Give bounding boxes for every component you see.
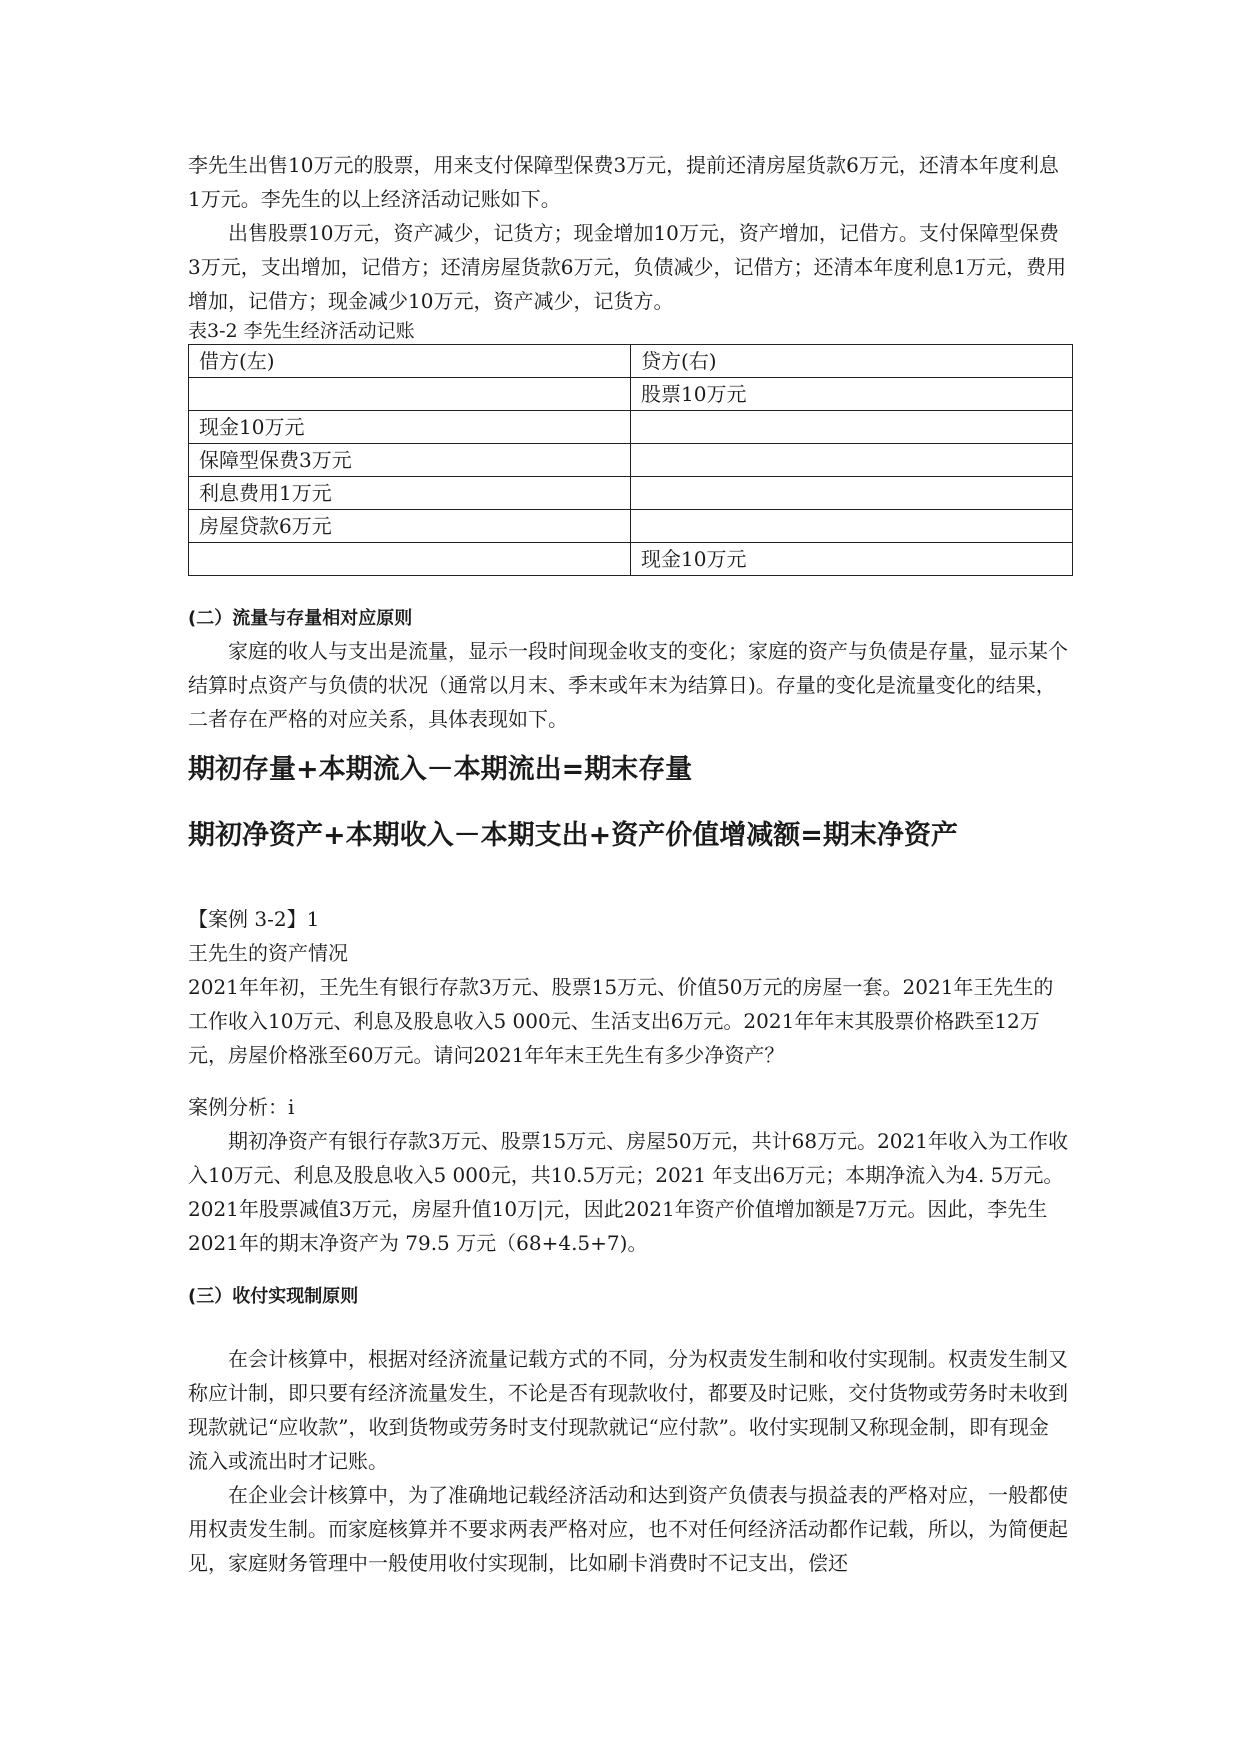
analysis-label: 案例分析：i (188, 1095, 295, 1119)
debit-cell: 利息费用1万元 (189, 477, 631, 510)
debit-cell (189, 378, 631, 411)
table-row (189, 510, 1073, 543)
section-heading-flow-stock: (二）流量与存量相对应原则 (188, 608, 413, 629)
formula-net-assets: 期初净资产+本期收入－本期支出+资产价值增减额=期末净资产 (188, 820, 958, 851)
credit-cell (631, 411, 1073, 444)
analysis-text: 期初净资产有银行存款3万元、股票15万元、房屋50万元，共计68万元。2021年收入为工作收入10万元、利息及股息收入5 000元，共10.5万元；2021 年支出6万元；本期净流入为4. 5万元。2021年股票减值3万元，房屋升值10万|元，因此2021年资产价值增加额是7万元。因此，李先生2021年的期末净资产为 79.5 万元（68+4.5+7)。 (188, 1129, 1068, 1255)
case-label: 【案例 3-2】1 (188, 907, 320, 931)
credit-cell (631, 477, 1073, 510)
table-caption: 表3-2 李先生经济活动记账 (188, 320, 415, 342)
table-header-row (189, 345, 1073, 378)
table-row (189, 444, 1073, 477)
case-title: 王先生的资产情况 (188, 941, 348, 965)
debit-cell: 房屋贷款6万元 (189, 510, 631, 543)
document-page (188, 148, 1068, 1580)
table-row (189, 543, 1073, 576)
formula-stock: 期初存量+本期流入－本期流出=期末存量 (188, 754, 693, 785)
paragraph-stock-sale: 李先生出售10万元的股票，用来支付保障型保费3万元，提前还清房屋货款6万元，还清本年度利息1万元。李先生的以上经济活动记账如下。 (188, 153, 1059, 211)
section-heading-cash-basis: (三）收付实现制原则 (188, 1286, 359, 1307)
credit-cell (631, 444, 1073, 477)
credit-cell: 股票10万元 (631, 378, 1073, 411)
table-row (189, 411, 1073, 444)
debit-cell (189, 543, 631, 576)
ledger-table (188, 344, 1073, 576)
case-text: 2021年年初，王先生有银行存款3万元、股票15万元、价值50万元的房屋一套。2021年王先生的工作收入10万元、利息及股息收入5 000元、生活支出6万元。2021年年末其股票价格跌至12万元，房屋价格涨至60万元。请问2021年年末王先生有多少净资产？ (188, 975, 1054, 1067)
table-row (189, 477, 1073, 510)
paragraph-household-accounting: 在企业会计核算中，为了准确地记载经济活动和达到资产负债表与损益表的严格对应，一般都使用权责发生制。而家庭核算并不要求两表严格对应，也不对任何经济活动都作记载，所以，为简便起见，家庭财务管理中一般使用收付实现制，比如刷卡消费时不记支出，偿还 (188, 1483, 1068, 1575)
paragraph-flow-stock: 家庭的收人与支出是流量，显示一段时间现金收支的变化；家庭的资产与负债是存量，显示某个结算时点资产与负债的状况（通常以月末、季末或年末为结算日)。存量的变化是流量变化的结果，二者存在严格的对应关系，具体表现如下。 (188, 639, 1068, 731)
debit-header: 借方(左) (189, 345, 631, 378)
debit-cell: 现金10万元 (189, 411, 631, 444)
credit-cell: 现金10万元 (631, 543, 1073, 576)
paragraph-accounting-basis: 在会计核算中，根据对经济流量记载方式的不同，分为权责发生制和收付实现制。权责发生制又称应计制，即只要有经济流量发生，不论是否有现款收付，都要及时记账，交付货物或劳务时未收到现款就记“应收款”，收到货物或劳务时支付现款就记“应付款”。收付实现制又称现金制，即有现金流入或流出时才记账。 (188, 1347, 1068, 1473)
paragraph-ledger-explanation: 出售股票10万元，资产减少，记货方；现金增加10万元，资产增加，记借方。支付保障型保费3万元，支出增加，记借方；还清房屋货款6万元，负债减少，记借方；还清本年度利息1万元，费用增加，记借方；现金减少10万元，资产减少，记货方。 (188, 221, 1067, 313)
credit-cell (631, 510, 1073, 543)
debit-cell: 保障型保费3万元 (189, 444, 631, 477)
table-row (189, 378, 1073, 411)
credit-header: 贷方(右) (631, 345, 1073, 378)
